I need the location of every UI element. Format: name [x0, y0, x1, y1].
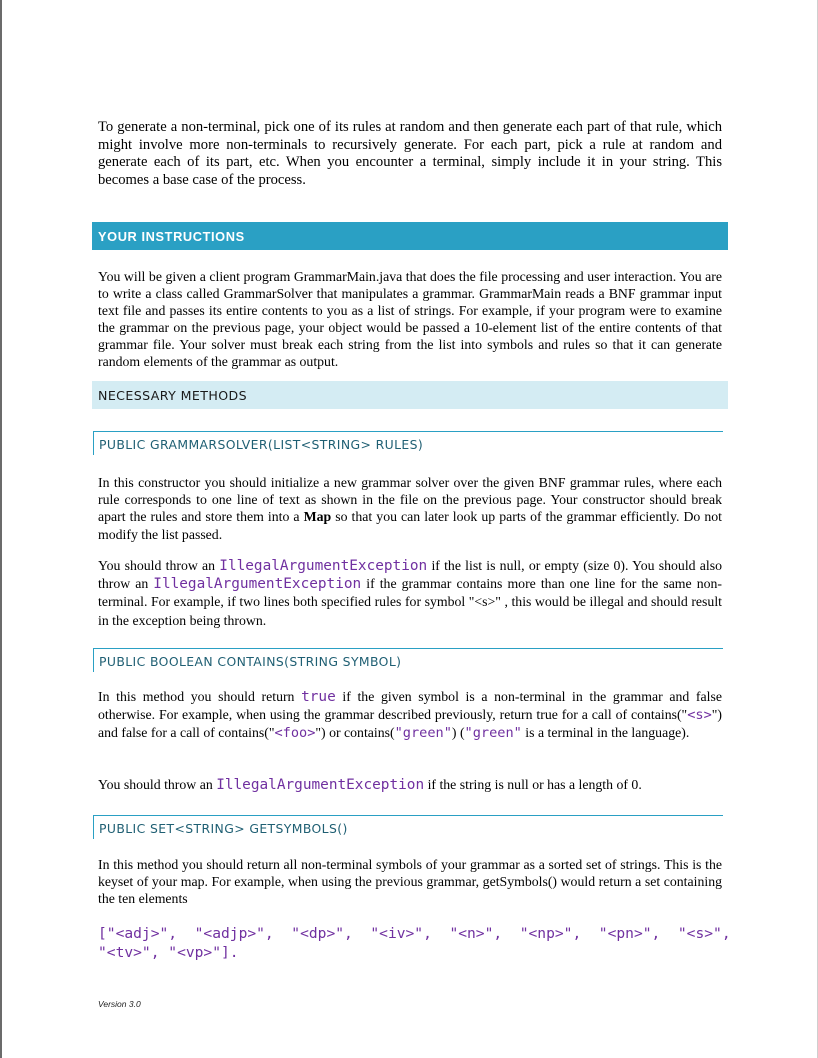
code-exception: IllegalArgumentException	[216, 777, 425, 793]
method-heading-getsymbols: PUBLIC SET<STRING> GETSYMBOLS()	[93, 815, 723, 839]
instructions-paragraph: You will be given a client program GrammarMain.java that does the file processing and user interaction. You are to write a class called GrammarSolver that manipulates a grammar. GrammarMain reads a BNF grammar input text file and passes its entire contents to you as a list of strings. For example, if your program were to examine the grammar on the previous page, your object would be passed a 10-element list of the entire contents of that grammar file. Your solver must break each string from the list into symbols and rules so that it can generate random elements of the grammar as output.	[98, 269, 722, 369]
bold-map-term: Map	[303, 509, 332, 525]
text-run: if the given symbol is a non-terminal in the grammar and false otherwise. For example, when using the grammar described previously, return true for a call of contains("	[98, 689, 722, 723]
code-exception: IllegalArgumentException	[219, 558, 428, 574]
footer-version: Version 3.0	[98, 999, 141, 1009]
text-run: In this constructor you should initialize a new grammar solver over the given BNF grammar rules, where each rule corresponds to one line of text as shown in the file on the previous page. Your constructor should break apart the rules and store them into a	[98, 475, 722, 525]
text-run: if the list is null, or empty (size 0). You should also throw an	[98, 558, 722, 592]
method-heading-contains: PUBLIC BOOLEAN CONTAINS(STRING SYMBOL)	[93, 648, 723, 672]
code-block-symbols	[98, 924, 738, 962]
text-run: You should throw an	[98, 558, 220, 573]
text-run: You should throw an	[98, 777, 217, 792]
code-line-1: ["<adj>", "<adjp>", "<dp>", "<iv>", "<n>", "<np>", "<pn>", "<s>",	[98, 925, 731, 942]
text-run: ") or contains(	[315, 725, 395, 741]
contains-paragraph-1	[98, 688, 722, 743]
constructor-paragraph-1	[98, 474, 722, 543]
page-edge	[0, 0, 2, 1058]
code-exception: IllegalArgumentException	[153, 576, 362, 593]
text-run: if the grammar contains more than one line for the same non-terminal. For example, if two lines both specified rules for symbol "<s>" , this would be illegal and should result in the exception being thrown.	[98, 576, 722, 628]
code-symbol: <s>	[687, 707, 712, 724]
constructor-paragraph-2	[98, 557, 722, 630]
text-run: ") and false for a call of contains("	[98, 707, 722, 741]
getsymbols-paragraph: In this method you should return all non-terminal symbols of your grammar as a sorted set of strings. This is the keyset of your map. For example, when using the previous grammar, getSymbols() would return a set containing the ten elements	[98, 857, 722, 907]
code-green: "green"	[394, 725, 452, 742]
section-heading-instructions: YOUR INSTRUCTIONS	[92, 222, 728, 250]
code-line-2: "<tv>", "<vp>"].	[98, 944, 239, 961]
code-green: "green"	[464, 725, 522, 742]
text-run: if the string is null or has a length of 0.	[424, 777, 642, 792]
intro-paragraph: To generate a non-terminal, pick one of its rules at random and then generate each part of that rule, which might involve more non-terminals to recursively generate. For each part, pick a rule at random and generate each of its part, etc. When you encounter a terminal, simply include it in your string. This becomes a base case of the process.	[98, 119, 722, 188]
section-heading-methods: NECESSARY METHODS	[92, 381, 728, 409]
contains-paragraph-2	[98, 776, 722, 794]
text-run: so that you can later look up parts of the grammar efficiently. Do not modify the list passed.	[98, 509, 722, 542]
text-run: ) (	[451, 725, 465, 741]
code-symbol: <foo>	[274, 725, 316, 742]
method-heading-constructor: PUBLIC GRAMMARSOLVER(LIST<STRING> RULES)	[93, 431, 723, 455]
text-run: is a terminal in the language).	[521, 725, 690, 741]
text-run: In this method you should return	[98, 689, 302, 704]
code-true: true	[301, 689, 336, 705]
